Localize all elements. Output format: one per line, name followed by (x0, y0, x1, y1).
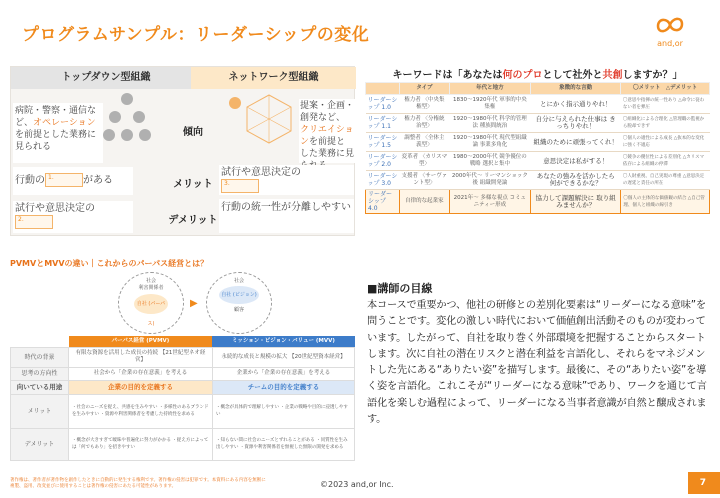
network-tendency: 提案・企画・創発など、クリエイションを前提とした業務に見 (299, 99, 355, 163)
pvmv-diagrams (10, 272, 355, 338)
topdown-merit: 行動の 1. がある (13, 167, 133, 195)
pvmv-title: PVMVとMVVの違い｜これからのパーパス経営とは？ (10, 259, 209, 268)
col-header: 象徴的な言動 (531, 83, 621, 95)
keyword-title: キーワードは「あなたは何のプロとして社外と共創しますか？」 (392, 70, 683, 81)
network-merit: 試行や意思決定の 3. (219, 165, 354, 195)
col-header: 〇メリット △デメリット (621, 83, 710, 95)
network-org-illustration (243, 93, 295, 145)
table-row: リーダーシップ 1.5 調整者 〈全体主義型〉 1920〜1980年代 現代型組織論 事業多角化 組織のために頑張ってくれ！ 〇個人の適性による成長 △抜本的な変化に強く不適応 (366, 133, 710, 152)
network-demerit: 行動の統一性が分離しやすい (219, 199, 354, 233)
pvmv-header: パーパス経営 (PVMV) (69, 336, 213, 347)
copyright: ©2023 and,or Inc. (320, 480, 394, 489)
answer-blank-3[interactable]: 3. (221, 179, 259, 193)
leadership-keyword-panel (365, 66, 710, 236)
table-row: 向いている用途 企業の目的を定義する チームの目的を定義する (11, 380, 355, 394)
answer-blank-2[interactable]: 2. (15, 215, 53, 229)
col-header (366, 83, 400, 95)
logo (640, 12, 700, 54)
pvmv-circle-diagram: 社会 利害関係者 自社 (パーパス) (118, 272, 184, 334)
col-header: 年代と地方 (449, 83, 530, 95)
table-row-highlight: リーダーシップ 4.0 自律的な起業家 2021年〜 多様な視点 コミュニティー形成 協力して課題解決に 取り組みませんか？ 〇個人の主体的な価値観の結合 △自己管理、個人と組織の線引き (366, 190, 710, 214)
infinity-logo-icon (652, 12, 688, 38)
table-row: リーダーシップ 3.0 支援者 〈サーヴァント型〉 2000年代〜 リーマンショック後 組織開発論 あなたの強みを活かしたら 何ができるかな？ 〇人財重視、自己実現の尊重 △意思決定の遅延と責任の所在 (366, 171, 710, 190)
network-people (227, 95, 247, 115)
demerit-label: デメリット (168, 215, 218, 226)
table-row: 時代の背景 有限な資源を活用した成長の持続 【21世紀型ネオ経営】 永続的な成長と規模の拡大 【20世紀型資本経営】 (11, 347, 355, 367)
instructor-title: ■講師の目線 (367, 282, 433, 295)
mvv-header: ミッション・ビジョン・バリュー (MVV) (212, 336, 354, 347)
leadership-table (365, 82, 710, 214)
col-header: タイプ (400, 83, 450, 95)
topdown-header: トップダウン型組織 (11, 67, 201, 89)
instructor-view (367, 280, 710, 455)
topdown-demerit: 試行や意思決定の 2. (13, 201, 133, 233)
tendency-label: 傾向 (183, 127, 203, 138)
table-row: メリット ・社会のニーズを捉え、共感を生みやすい ・多様性のあるブランドを生みやすい ・資源や利害関係者を考慮した持続性を求める ・概念が具体的で理解しやすい ・企業の戦略や目的に浸透しやすい (11, 394, 355, 428)
comparison-panel (10, 66, 355, 236)
table-row: リーダーシップ 2.0 変革者 〈カリスマ型〉 1980〜2000年代 競争優位の戦略 選択と集中 意思決定は私がする！ 〇競争の優位性による差別化 △カリスマ依存による組織の停滞 (366, 152, 710, 171)
topdown-org-illustration (103, 93, 151, 143)
pvmv-table (10, 336, 355, 461)
pvmv-panel (10, 258, 355, 458)
logo-text: and,or (657, 39, 683, 48)
table-row: 思考の方向性 社会から「企業の存在意義」を考える 企業から「企業の存在意義」を考える (11, 367, 355, 380)
instructor-body: 本コースで重要かつ、他社の研修との差別化要素は“リーダーになる意味”を問うことです。変化の激しい時代において価値創出活動そのものが変わっています。したがって、自社を取り巻く外部環境を把握することからスタートします。次に自社の潜在リスクと潜在利益を言語化し、それらをマネジメントした先にある“ありたい姿”を描写します。最後に、その“ありたい姿”を導く姿を言語化。これこそが“リーダーになる意味”であり、ワークを通じて言語化を楽しむ過程によって、リーダーになる当事者意識が自然と醸成されます。 (367, 300, 707, 426)
table-row: リーダーシップ 1.0 権力者 〈中央集権型〉 1830〜1920年代 軍事的中央集権 とにかく指示通りやれ！ 〇意思や指揮の統一性あり △命令に従わない者を弾圧 (366, 95, 710, 114)
topdown-tendency: 病院・警察・通信など、オペレーションを前提とした業務に見られる (13, 103, 103, 163)
table-row: デメリット ・概念が大きすぎて曖昧や普遍化に努力がかかる ・捉え方によっては「何でもあり」を招きやすい ・知らない間に社会のニーズとずれることがある ・同質性を生み出しやすい ・資源や利害関係者を無視した無限の開発を求める (11, 428, 355, 460)
page-number: 7 (699, 478, 706, 488)
page-title: プログラムサンプル：リーダーシップの変化 (22, 25, 370, 45)
table-row: リーダーシップ 1.1 権力者 〈分権統治型〉 1920〜1980年代 科学的管理法 種族間統治 自分に与えられた仕事は きっちりやれ！ 〇組織化による合理化 △管理職の監視から脱却できず (366, 114, 710, 133)
mvv-circle-diagram: 社会 自社 (ビジョン) 顧客 (206, 272, 272, 334)
network-header: ネットワーク型組織 (191, 67, 356, 89)
answer-blank-1[interactable]: 1. (45, 173, 83, 187)
copyright-notice: 著作権は、著作者が著作物を創作したときに自動的に発生する権利です。著作権の侵害は犯罪です。本資料にある内容を無断に複製、盗用、改変並びに使用することは著作権の侵害にあたる可能性があります。 (10, 478, 266, 489)
merit-label: メリット (173, 179, 213, 190)
arrow-icon: ▶ (190, 298, 198, 309)
